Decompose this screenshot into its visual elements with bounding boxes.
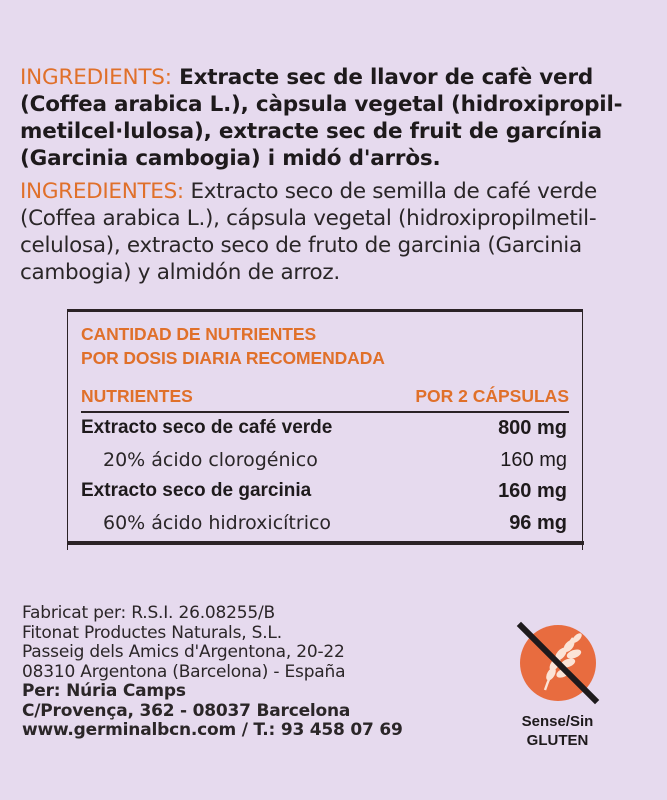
nutrient-value: 160 mg	[498, 480, 567, 502]
ingredients-spanish-text: Extracto seco de semilla de café verde (Coffea arabica L.), cápsula vegetal (hidroxipropilmetil-celulosa), extracto seco de fruto de garcinia (Garcinia cambogia) y almidón de arroz.	[20, 179, 597, 285]
manufacturer-info	[22, 604, 403, 741]
nutrition-title-line1: CANTIDAD DE NUTRIENTES	[81, 324, 317, 344]
column-header-nutrients: NUTRIENTES	[81, 386, 193, 406]
nutrient-value: 160 mg	[500, 449, 567, 471]
gluten-label-line2: GLUTEN	[526, 732, 589, 749]
ingredients-catalan	[20, 64, 650, 172]
nutrition-title-line2: POR DOSIS DIARIA RECOMENDADA	[81, 348, 385, 368]
website-phone: www.germinalbcn.com / T.: 93 458 07 69	[22, 720, 403, 740]
gluten-free-label	[500, 712, 615, 750]
table-row	[81, 512, 567, 535]
nutrient-value: 96 mg	[509, 512, 567, 534]
ingredients-spanish	[20, 178, 650, 286]
gluten-free-icon	[511, 616, 605, 710]
ingredients-spanish-heading: INGREDIENTES:	[20, 179, 184, 204]
ingredients-catalan-text: Extracte sec de llavor de cafè verd (Coffea arabica L.), càpsula vegetal (hidroxipropil-metilcel·lulosa), extracte sec de fruit de garcínia (Garcinia cambogia) i midó d'arròs.	[20, 65, 623, 171]
nutrient-name: Extracto seco de garcinia	[81, 480, 312, 501]
manufacturer-line: Passeig dels Amics d'Argentona, 20-22	[22, 642, 345, 662]
nutrient-name: 60% ácido hidroxicítrico	[103, 512, 332, 534]
table-row	[81, 480, 567, 503]
nutrition-table	[67, 309, 583, 550]
manufacturer-line: Fabricat per: R.S.I. 26.08255/B	[22, 603, 275, 623]
nutrient-value: 800 mg	[498, 417, 567, 439]
gluten-label-line1: Sense/Sin	[521, 713, 594, 730]
manufacturer-line: Fitonat Productes Naturals, S.L.	[22, 622, 282, 643]
table-row	[81, 449, 567, 472]
distributor-address: C/Provença, 362 - 08037 Barcelona	[22, 700, 351, 721]
table-row	[81, 417, 567, 440]
column-header-amount: POR 2 CÁPSULAS	[415, 386, 569, 406]
nutrient-name: 20% ácido clorogénico	[103, 449, 318, 471]
ingredients-catalan-heading: INGREDIENTS:	[20, 65, 172, 90]
nutrient-name: Extracto seco de café verde	[81, 417, 333, 438]
nutrition-title	[81, 322, 385, 370]
distributor-line: Per: Núria Camps	[22, 681, 186, 701]
nutrition-table-bottom-rule	[67, 541, 584, 545]
manufacturer-line: 08310 Argentona (Barcelona) - España	[22, 661, 346, 682]
nutrition-header-row	[81, 386, 569, 413]
